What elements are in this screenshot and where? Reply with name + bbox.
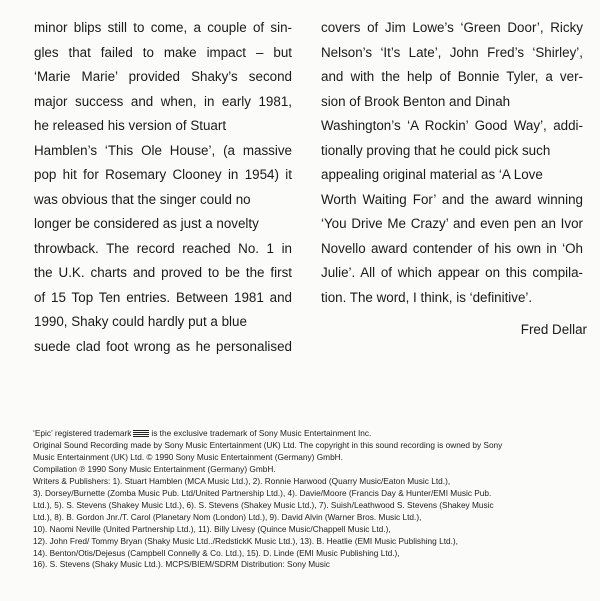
essay-line: tionally proving that he could pick such xyxy=(321,142,551,158)
essay-line: was obvious that the singer could no xyxy=(34,191,251,207)
trademark-text: is the exclusive trademark of Sony Music Entertainment Inc. xyxy=(151,428,372,438)
essay-line: of 15 Top Ten entries. Between 1981 and xyxy=(34,289,292,305)
essay-line: and with the help of Bonnie Tyler, a ver- xyxy=(321,69,583,84)
essay-line: tion. The word, I think, is ‘definitive’. xyxy=(321,289,533,305)
essay-line: covers of Jim Lowe’s ‘Green Door’, Ricky xyxy=(321,20,583,35)
epic-logo-icon xyxy=(133,430,149,437)
essay-line: Nelson’s ‘It’s Late’, John Fred’s ‘Shirley’, xyxy=(321,44,583,60)
fine-print-line: 12). John Fred/ Tommy Bryan (Shaky Music Ltd../RedstickK Music Ltd.), 13). B. Heatlie (EMI Music Publishing Ltd.), xyxy=(33,535,458,546)
essay-line: Worth Waiting For’ and the award winning xyxy=(321,191,583,207)
essay-line: ‘Marie Marie’ provided Shaky’s second xyxy=(34,69,292,84)
essay-line: 1990, Shaky could hardly put a blue xyxy=(34,314,247,329)
fine-print-line: Ltd.), 5). S. Stevens (Shakey Music Ltd.), 6). S. Stevens (Shakey Music Ltd.), 7). Suish/Leathwood S. Stevens (Shakey Music xyxy=(33,499,494,510)
essay-line: Novello award contender of his own in ‘Oh xyxy=(321,240,583,256)
fine-print-line: Music Entertainment (UK) Ltd. © 1990 Sony Music Entertainment (Germany) GmbH. xyxy=(33,451,343,462)
essay-right-column xyxy=(321,16,587,343)
fine-print-line: Ltd.), 8). B. Gordon Jnr./T. Carol (Planetary Nom (London) Ltd.), 9). David Alvin (Warner Bros. Music Ltd.), xyxy=(33,511,422,522)
essay-line: sion of Brook Benton and Dinah xyxy=(321,93,511,109)
essay-line: throwback. The record reached No. 1 in xyxy=(34,240,292,256)
author-credit: Fred Dellar xyxy=(520,322,587,337)
fine-print-line: Original Sound Recording made by Sony Music Entertainment (UK) Ltd. The copyright in this sound recording is owned by Sony xyxy=(33,439,503,450)
fine-print-line: 3). Dorsey/Burnette (Zomba Music Pub. Ltd/United Partnership Ltd.), 4). Davie/Moore (Francis Day & Hunter/EMI Music Pub. xyxy=(33,487,492,498)
essay-line: Julie’. All of which appear on this compila- xyxy=(321,265,583,280)
essay-line: minor blips still to come, a couple of sin- xyxy=(34,20,292,35)
essay-line: he released his version of Stuart xyxy=(34,118,227,133)
essay-line: major success and when, in early 1981, xyxy=(34,93,292,109)
essay-line: the U.K. charts and proved to be the first xyxy=(34,265,292,280)
fine-print-line: Writers & Publishers: 1). Stuart Hamblen (MCA Music Ltd.), 2). Ronnie Harwood (Quarry Music/Eaton Music Ltd.), xyxy=(33,475,451,486)
fine-print-line: Compilation ℗ 1990 Sony Music Entertainment (Germany) GmbH. xyxy=(33,463,276,474)
essay-line: suede clad foot wrong as he personalised xyxy=(34,338,292,354)
trademark-text: ‘Epic’ registered trademark xyxy=(33,428,132,438)
essay-line: pop hit for Rosemary Clooney in 1954) it xyxy=(34,167,292,182)
fine-print-line: 10). Naomi Neville (United Partnership Ltd.), 11). Billy Livesy (Quince Music/Chappell Music Ltd.), xyxy=(33,523,391,534)
essay-line: appealing original material as ‘A Love xyxy=(321,167,543,182)
essay-line: ‘You Drive Me Crazy’ and even pen an Ivor xyxy=(321,216,583,231)
copyright-fine-print xyxy=(33,428,583,571)
fine-print-line: 16). S. Stevens (Shaky Music Ltd.). MCPS/BIEM/SDRM Distribution: Sony Music xyxy=(33,559,330,570)
fine-print-line: 14). Benton/Otis/Dejesus (Campbell Connelly & Co. Ltd.), 15). D. Linde (EMI Music Publishing Ltd.), xyxy=(33,547,400,558)
essay-line: Washington’s ‘A Rockin’ Good Way’, addi- xyxy=(321,118,583,133)
essay-line: Hamblen’s ‘This Ole House’, (a massive xyxy=(34,142,292,158)
essay-left-column xyxy=(34,16,292,359)
trademark-line xyxy=(33,428,583,440)
essay-line: longer be considered as just a novelty xyxy=(34,216,259,231)
essay-line: gles that failed to make impact – but xyxy=(34,44,292,60)
